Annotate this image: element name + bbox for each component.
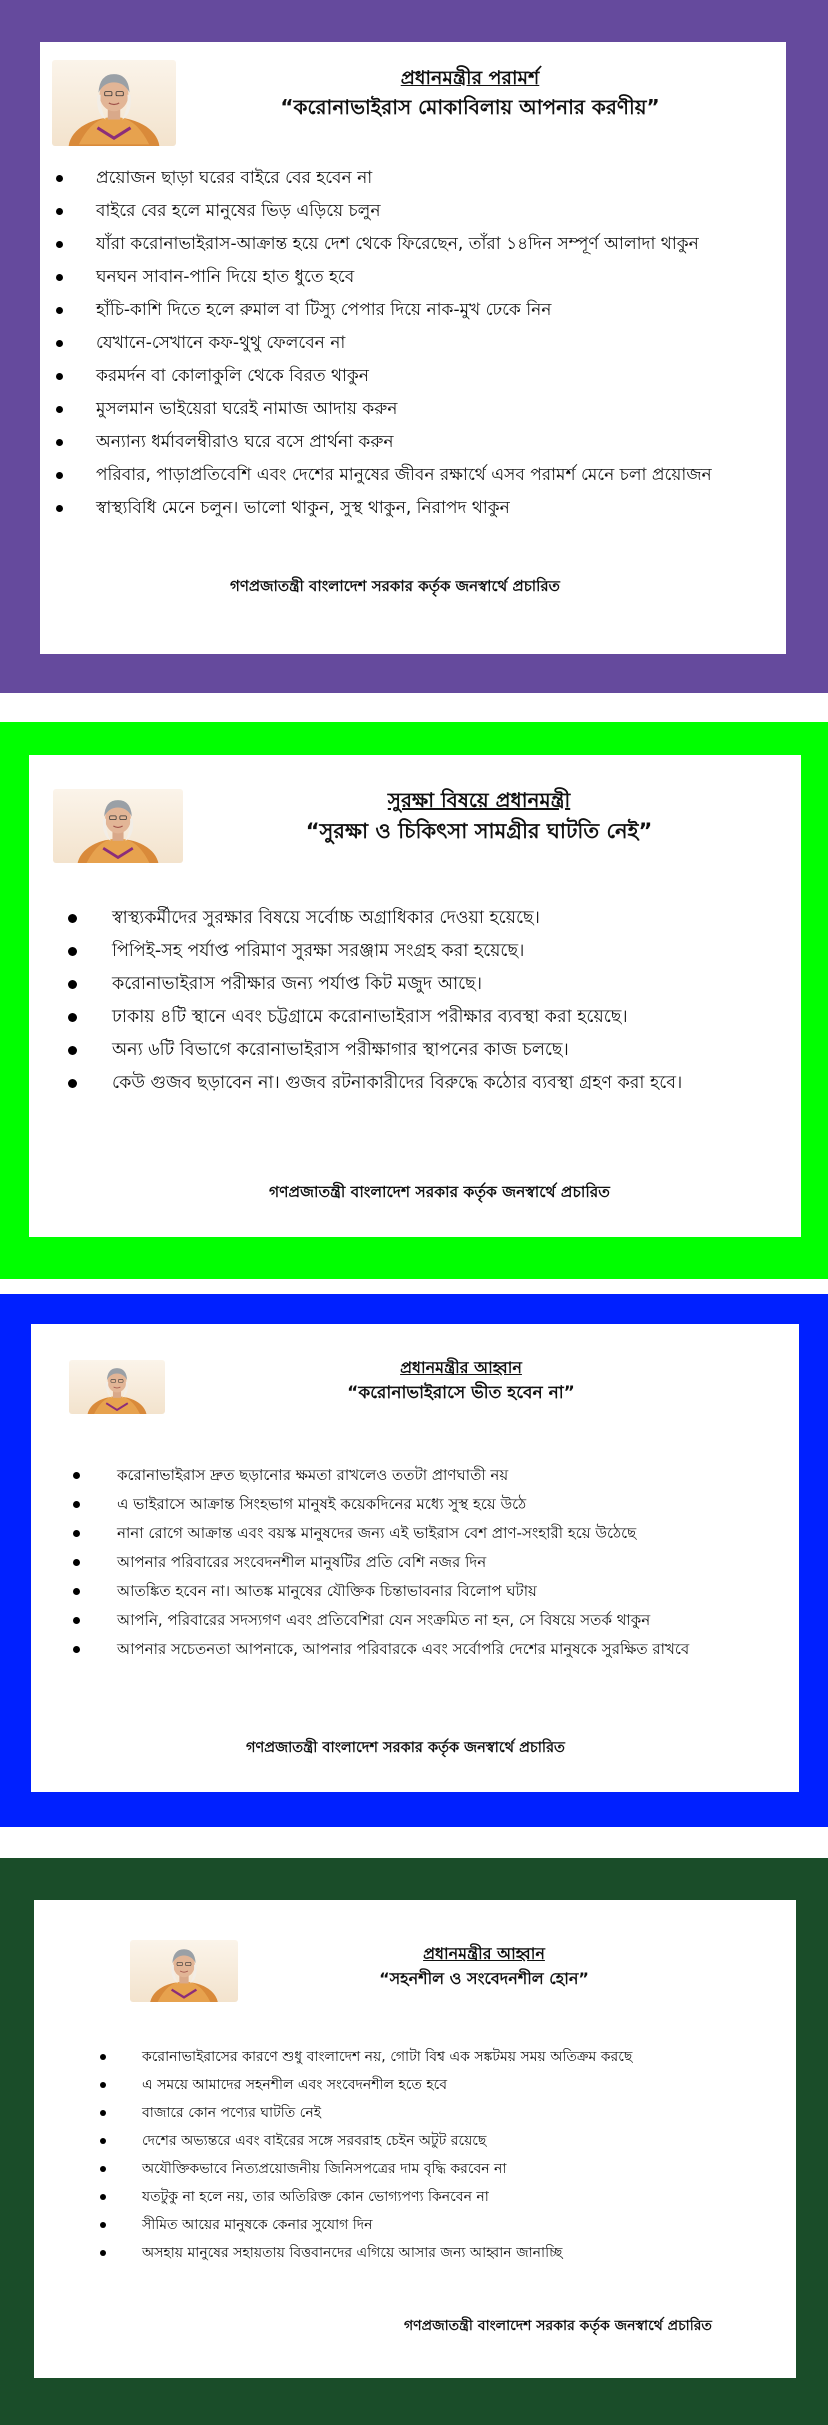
bullet-icon xyxy=(56,208,63,215)
bullet-icon xyxy=(56,406,63,413)
list-item xyxy=(96,327,712,360)
list-item xyxy=(117,1461,772,1490)
list-item xyxy=(117,1548,772,1577)
list-item-text: অযৌক্তিকভাবে নিত্যপ্রয়োজনীয় জিনিসপত্রের দাম বৃদ্ধি করবেন না xyxy=(142,2161,507,2177)
list-item-text: অন্য ৬টি বিভাগে করোনাভাইরাস পরীক্ষাগার স্থাপনের কাজ চলছে। xyxy=(112,1040,569,1060)
bullet-icon xyxy=(73,1588,80,1595)
bullet-icon xyxy=(100,2110,106,2116)
bullet-icon xyxy=(73,1617,80,1624)
advisory-card-1 xyxy=(40,42,786,654)
pm-portrait-icon xyxy=(69,1360,165,1414)
bullet-icon xyxy=(68,1079,77,1088)
list-item-text: হাঁচি-কাশি দিতে হলে রুমাল বা টিস্যু পেপার দিয়ে নাক-মুখ ঢেকে নিন xyxy=(96,300,552,320)
list-item xyxy=(142,2043,632,2071)
list-item-text: অসহায় মানুষের সহায়তায় বিত্তবানদের এগিয়ে আসার জন্য আহ্বান জানাচ্ছি xyxy=(142,2245,563,2261)
list-item-text: ঘনঘন সাবান-পানি দিয়ে হাত ধুতে হবে xyxy=(96,267,355,287)
advisory-card-3 xyxy=(31,1324,799,1792)
advisory-footer-4: গণপ্রজাতন্ত্রী বাংলাদেশ সরকার কর্তৃক জনস্বার্থে প্রচারিত xyxy=(404,2318,712,2334)
list-item xyxy=(96,294,712,327)
list-item-text: করোনাভাইরাসের কারণে শুধু বাংলাদেশ নয়, গোটা বিশ্ব এক সঙ্কটময় সময় অতিক্রম করছে xyxy=(142,2049,633,2065)
advisory-card-2 xyxy=(29,755,801,1237)
list-item xyxy=(142,2239,632,2267)
list-item xyxy=(142,2071,632,2099)
advisory-heading-2 xyxy=(219,785,739,847)
advisory-list-2 xyxy=(112,902,682,1100)
advisory-panel-4 xyxy=(0,1858,828,2425)
list-item xyxy=(142,2099,632,2127)
bullet-icon xyxy=(56,175,63,182)
list-item xyxy=(96,360,712,393)
list-item xyxy=(112,902,682,935)
list-item-text: প্রয়োজন ছাড়া ঘরের বাইরে বের হবেন না xyxy=(96,168,373,188)
advisory-card-4 xyxy=(34,1900,796,2378)
list-item-text: মুসলমান ভাইয়েরা ঘরেই নামাজ আদায় করুন xyxy=(96,399,398,419)
bullet-icon xyxy=(68,1013,77,1022)
list-item xyxy=(96,426,712,459)
advisory-title-2: সুরক্ষা বিষয়ে প্রধানমন্ত্রী xyxy=(387,788,571,812)
list-item xyxy=(112,935,682,968)
advisory-heading-3 xyxy=(221,1356,701,1407)
list-item xyxy=(142,2183,632,2211)
bullet-icon xyxy=(56,307,63,314)
list-item xyxy=(96,492,712,525)
bullet-icon xyxy=(56,505,63,512)
list-item xyxy=(96,261,712,294)
list-item xyxy=(117,1577,772,1606)
bullet-icon xyxy=(73,1646,80,1653)
bullet-icon xyxy=(56,472,63,479)
bullet-icon xyxy=(100,2082,106,2088)
list-item xyxy=(117,1490,772,1519)
advisory-subtitle-4: “সহনশীল ও সংবেদনশীল হোন” xyxy=(379,1969,589,1988)
list-item-text: যতটুকু না হলে নয়, তার অতিরিক্ত কোন ভোগ্যপণ্য কিনবেন না xyxy=(142,2189,489,2205)
advisory-footer-3: গণপ্রজাতন্ত্রী বাংলাদেশ সরকার কর্তৃক জনস্বার্থে প্রচারিত xyxy=(246,1740,565,1756)
pm-portrait-icon xyxy=(53,789,183,863)
advisory-list-3 xyxy=(117,1461,772,1664)
bullet-icon xyxy=(100,2250,106,2256)
list-item xyxy=(112,968,682,1001)
advisory-title-3: প্রধানমন্ত্রীর আহ্বান xyxy=(400,1358,522,1377)
list-item-text: এ সময়ে আমাদের সহনশীল এবং সংবেদনশীল হতে হবে xyxy=(142,2077,448,2093)
bullet-icon xyxy=(100,2054,106,2060)
bullet-icon xyxy=(73,1559,80,1566)
list-item-text: আতঙ্কিত হবেন না। আতঙ্ক মানুষের যৌক্তিক চিন্তাভাবনার বিলোপ ঘটায় xyxy=(117,1582,537,1600)
bullet-icon xyxy=(68,1046,77,1055)
bullet-icon xyxy=(68,914,77,923)
bullet-icon xyxy=(68,980,77,989)
list-item xyxy=(96,195,712,228)
bullet-icon xyxy=(100,2166,106,2172)
bullet-icon xyxy=(56,439,63,446)
list-item-text: এ ভাইরাসে আক্রান্ত সিংহভাগ মানুষই কয়েকদিনের মধ্যে সুস্থ হয়ে উঠে xyxy=(117,1495,527,1513)
list-item-text: করোনাভাইরাস দ্রুত ছড়ানোর ক্ষমতা রাখলেও ততটা প্রাণঘাতী নয় xyxy=(117,1466,509,1484)
bullet-icon xyxy=(56,340,63,347)
advisory-panel-1 xyxy=(0,0,828,693)
list-item-text: দেশের অভ্যন্তরে এবং বাইরের সঙ্গে সরবরাহ চেইন অটুট রয়েছে xyxy=(142,2133,487,2149)
advisory-heading-1 xyxy=(210,64,730,122)
advisory-title-4: প্রধানমন্ত্রীর আহ্বান xyxy=(423,1944,545,1963)
list-item-text: সীমিত আয়ের মানুষকে কেনার সুযোগ দিন xyxy=(142,2217,373,2233)
advisory-subtitle-1: “করোনাভাইরাস মোকাবিলায় আপনার করণীয়” xyxy=(280,95,660,119)
list-item xyxy=(142,2211,632,2239)
bullet-icon xyxy=(68,947,77,956)
list-item-text: আপনার পরিবারের সংবেদনশীল মানুষটির প্রতি বেশি নজর দিন xyxy=(117,1553,487,1571)
list-item-text: আপনার সচেতনতা আপনাকে, আপনার পরিবারকে এবং সর্বোপরি দেশের মানুষকে সুরক্ষিত রাখবে xyxy=(117,1640,690,1658)
advisory-list-4 xyxy=(142,2043,632,2267)
advisory-subtitle-2: “সুরক্ষা ও চিকিৎসা সামগ্রীর ঘাটতি নেই” xyxy=(305,819,653,843)
list-item-text: বাজারে কোন পণ্যের ঘাটতি নেই xyxy=(142,2105,321,2121)
list-item xyxy=(117,1519,772,1548)
list-item-text: যাঁরা করোনাভাইরাস-আক্রান্ত হয়ে দেশ থেকে ফিরেছেন, তাঁরা ১৪দিন সম্পূর্ণ আলাদা থাকুন xyxy=(96,234,699,254)
list-item-text: যেখানে-সেখানে কফ-থুথু ফেলবেন না xyxy=(96,333,346,353)
list-item-text: করমর্দন বা কোলাকুলি থেকে বিরত থাকুন xyxy=(96,366,369,386)
list-item xyxy=(96,228,712,261)
bullet-icon xyxy=(73,1472,80,1479)
bullet-icon xyxy=(100,2222,106,2228)
list-item-text: নানা রোগে আক্রান্ত এবং বয়স্ক মানুষদের জন্য এই ভাইরাস বেশ প্রাণ-সংহারী হয়ে উঠেছে xyxy=(117,1524,637,1542)
list-item xyxy=(117,1606,772,1635)
list-item xyxy=(117,1635,772,1664)
list-item-text: স্বাস্থ্যবিধি মেনে চলুন। ভালো থাকুন, সুস্থ থাকুন, নিরাপদ থাকুন xyxy=(96,498,510,518)
list-item-text: করোনাভাইরাস পরীক্ষার জন্য পর্যাপ্ত কিট মজুদ আছে। xyxy=(112,974,482,994)
advisory-subtitle-3: “করোনাভাইরাসে ভীত হবেন না” xyxy=(347,1383,575,1403)
list-item xyxy=(142,2155,632,2183)
list-item xyxy=(112,1067,682,1100)
list-item-text: আপনি, পরিবারের সদস্যগণ এবং প্রতিবেশিরা যেন সংক্রমিত না হন, সে বিষয়ে সতর্ক থাকুন xyxy=(117,1611,651,1629)
advisory-footer-1: গণপ্রজাতন্ত্রী বাংলাদেশ সরকার কর্তৃক জনস্বার্থে প্রচারিত xyxy=(230,577,560,595)
list-item xyxy=(96,393,712,426)
list-item xyxy=(142,2127,632,2155)
bullet-icon xyxy=(56,373,63,380)
list-item xyxy=(112,1001,682,1034)
list-item-text: ঢাকায় ৪টি স্থানে এবং চট্টগ্রামে করোনাভাইরাস পরীক্ষার ব্যবস্থা করা হয়েছে। xyxy=(112,1007,628,1027)
list-item xyxy=(96,162,712,195)
bullet-icon xyxy=(100,2194,106,2200)
bullet-icon xyxy=(56,274,63,281)
bullet-icon xyxy=(100,2138,106,2144)
list-item-text: কেউ গুজব ছড়াবেন না। গুজব রটনাকারীদের বিরুদ্ধে কঠোর ব্যবস্থা গ্রহণ করা হবে। xyxy=(112,1073,683,1093)
list-item-text: বাইরে বের হলে মানুষের ভিড় এড়িয়ে চলুন xyxy=(96,201,381,221)
list-item-text: স্বাস্থ্যকর্মীদের সুরক্ষার বিষয়ে সর্বোচ্চ অগ্রাধিকার দেওয়া হয়েছে। xyxy=(112,908,540,928)
list-item-text: অন্যান্য ধর্মাবলম্বীরাও ঘরে বসে প্রার্থনা করুন xyxy=(96,432,394,452)
advisory-list-1 xyxy=(96,162,712,525)
list-item-text: পরিবার, পাড়াপ্রতিবেশি এবং দেশের মানুষের জীবন রক্ষার্থে এসব পরামর্শ মেনে চলা প্রয়োজন xyxy=(96,465,712,485)
pm-portrait-icon xyxy=(130,1940,238,2002)
advisory-panel-2 xyxy=(0,722,828,1279)
advisory-panel-3 xyxy=(0,1294,828,1827)
bullet-icon xyxy=(73,1501,80,1508)
advisory-footer-2: গণপ্রজাতন্ত্রী বাংলাদেশ সরকার কর্তৃক জনস্বার্থে প্রচারিত xyxy=(269,1183,610,1201)
pm-portrait-icon xyxy=(52,60,176,146)
advisory-heading-4 xyxy=(244,1942,724,1992)
list-item xyxy=(96,459,712,492)
list-item-text: পিপিই-সহ পর্যাপ্ত পরিমাণ সুরক্ষা সরঞ্জাম সংগ্রহ করা হয়েছে। xyxy=(112,941,525,961)
bullet-icon xyxy=(56,241,63,248)
advisory-title-1: প্রধানমন্ত্রীর পরামর্শ xyxy=(400,67,540,89)
list-item xyxy=(112,1034,682,1067)
bullet-icon xyxy=(73,1530,80,1537)
